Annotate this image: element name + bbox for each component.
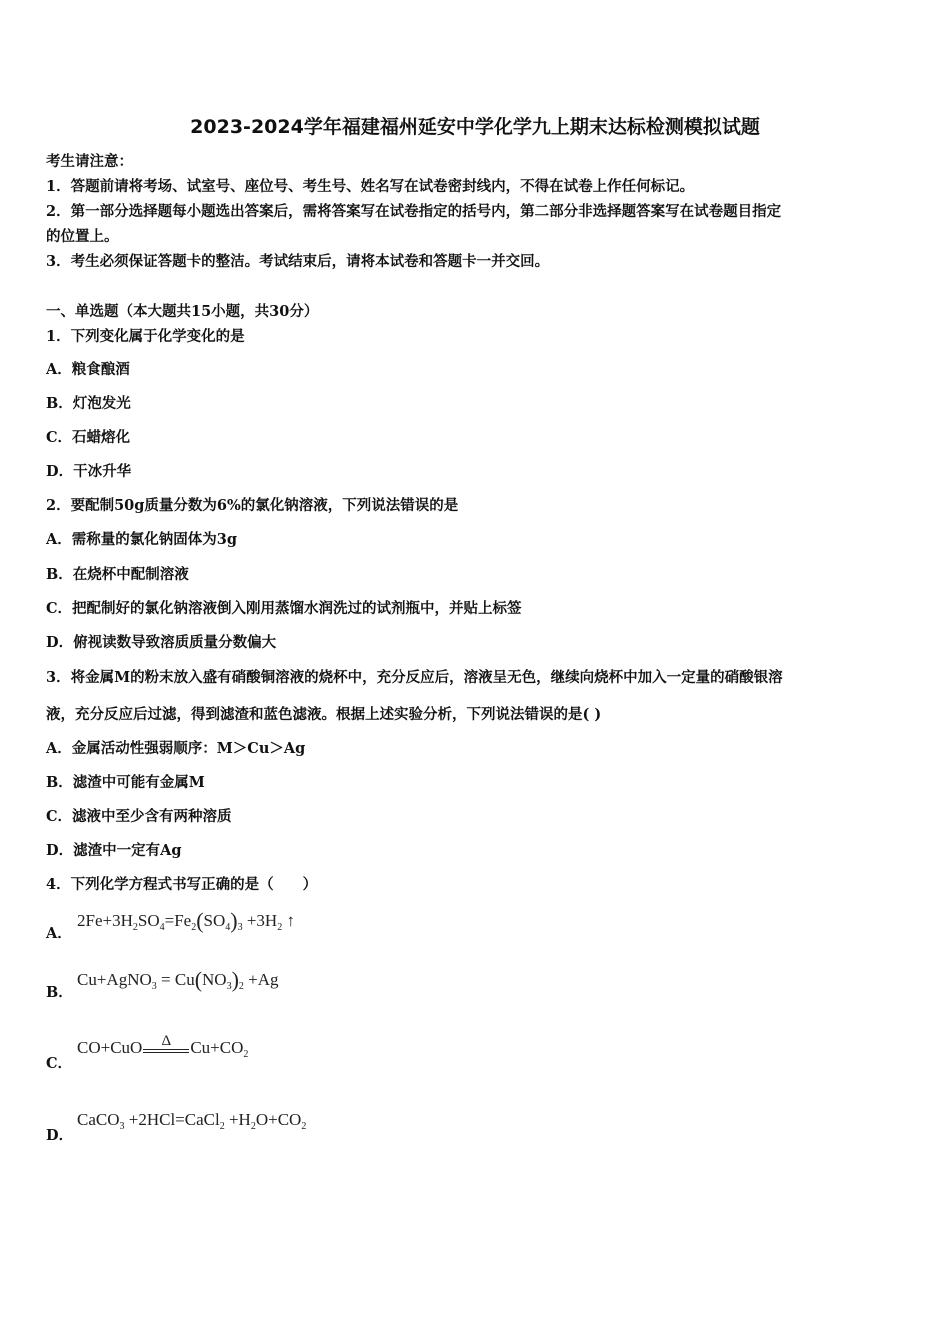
q2-option-b: B．在烧杯中配制溶液 xyxy=(46,566,189,583)
notice-item-2-cont: 的位置上。 xyxy=(46,228,119,245)
q1-option-b: B．灯泡发光 xyxy=(46,395,131,412)
notice-item-3: 3．考生必须保证答题卡的整洁。考试结束后，请将本试卷和答题卡一并交回。 xyxy=(46,253,550,270)
q1-option-a: A．粮食酿酒 xyxy=(46,361,130,378)
q3-option-d: D．滤渣中一定有Ag xyxy=(46,842,182,859)
q4-equation-b: Cu+AgNO$_3$ = $Cu(NO_3)_2 +Ag$ xyxy=(77,967,279,992)
q3-stem-line1: 3．将金属M的粉末放入盛有硝酸铜溶液的烧杯中，充分反应后，溶液呈无色，继续向烧杯中加入一定量的硝酸银溶 xyxy=(46,669,783,686)
q3-option-a: A．金属活动性强弱顺序：M＞Cu＞Ag xyxy=(46,740,306,757)
q4-option-a-letter: A． xyxy=(46,925,72,942)
q4-option-c xyxy=(46,1033,906,1078)
q4-equation-a: $2Fe+3H_2SO_4=Fe_2(SO_4)_3 +3H_2$ ↑ xyxy=(77,908,295,933)
q4-option-d xyxy=(46,1110,906,1150)
q2-option-a: A．需称量的氯化钠固体为3g xyxy=(46,531,237,548)
q3-option-b: B．滤渣中可能有金属M xyxy=(46,774,205,791)
q1-option-c: C．石蜡熔化 xyxy=(46,429,131,446)
page-title: 2023-2024学年福建福州延安中学化学九上期末达标检测模拟试题 xyxy=(190,116,760,138)
q4-option-b xyxy=(46,967,906,1007)
q4-option-b-letter: B． xyxy=(46,984,73,1001)
q2-stem: 2．要配制50g质量分数为6%的氯化钠溶液，下列说法错误的是 xyxy=(46,497,459,514)
q3-stem-line2: 液，充分反应后过滤，得到滤渣和蓝色滤液。根据上述实验分析，下列说法错误的是( ) xyxy=(46,706,602,723)
q4-option-c-letter: C． xyxy=(46,1055,73,1072)
q4-equation-d: CaCO$_3$ +2HCl=CaCl$_2$ $+H_2O+CO_2$ xyxy=(77,1110,307,1132)
notice-heading: 考生请注意： xyxy=(46,153,133,170)
q2-option-d: D．俯视读数导致溶质质量分数偏大 xyxy=(46,634,277,651)
q4-stem: 4．下列化学方程式书写正确的是（ ） xyxy=(46,876,318,893)
q4-option-a xyxy=(46,908,906,948)
q4-equation-c: CO+CuO Δ $Cu+CO_2$ xyxy=(77,1033,249,1060)
q3-option-c: C．滤液中至少含有两种溶质 xyxy=(46,808,232,825)
q4-option-d-letter: D． xyxy=(46,1127,74,1144)
q2-option-c: C．把配制好的氯化钠溶液倒入刚用蒸馏水润洗过的试剂瓶中，并贴上标签 xyxy=(46,600,522,617)
q1-stem: 1．下列变化属于化学变化的是 xyxy=(46,328,245,345)
notice-item-1: 1．答题前请将考场、试室号、座位号、考生号、姓名写在试卷密封线内，不得在试卷上作任何标记。 xyxy=(46,178,695,195)
q1-option-d: D．干冰升华 xyxy=(46,463,132,480)
notice-item-2: 2．第一部分选择题每小题选出答案后，需将答案写在试卷指定的括号内，第二部分非选择题答案写在试卷题目指定 xyxy=(46,203,782,220)
section-heading: 一、单选题（本大题共15小题，共30分） xyxy=(46,303,319,320)
